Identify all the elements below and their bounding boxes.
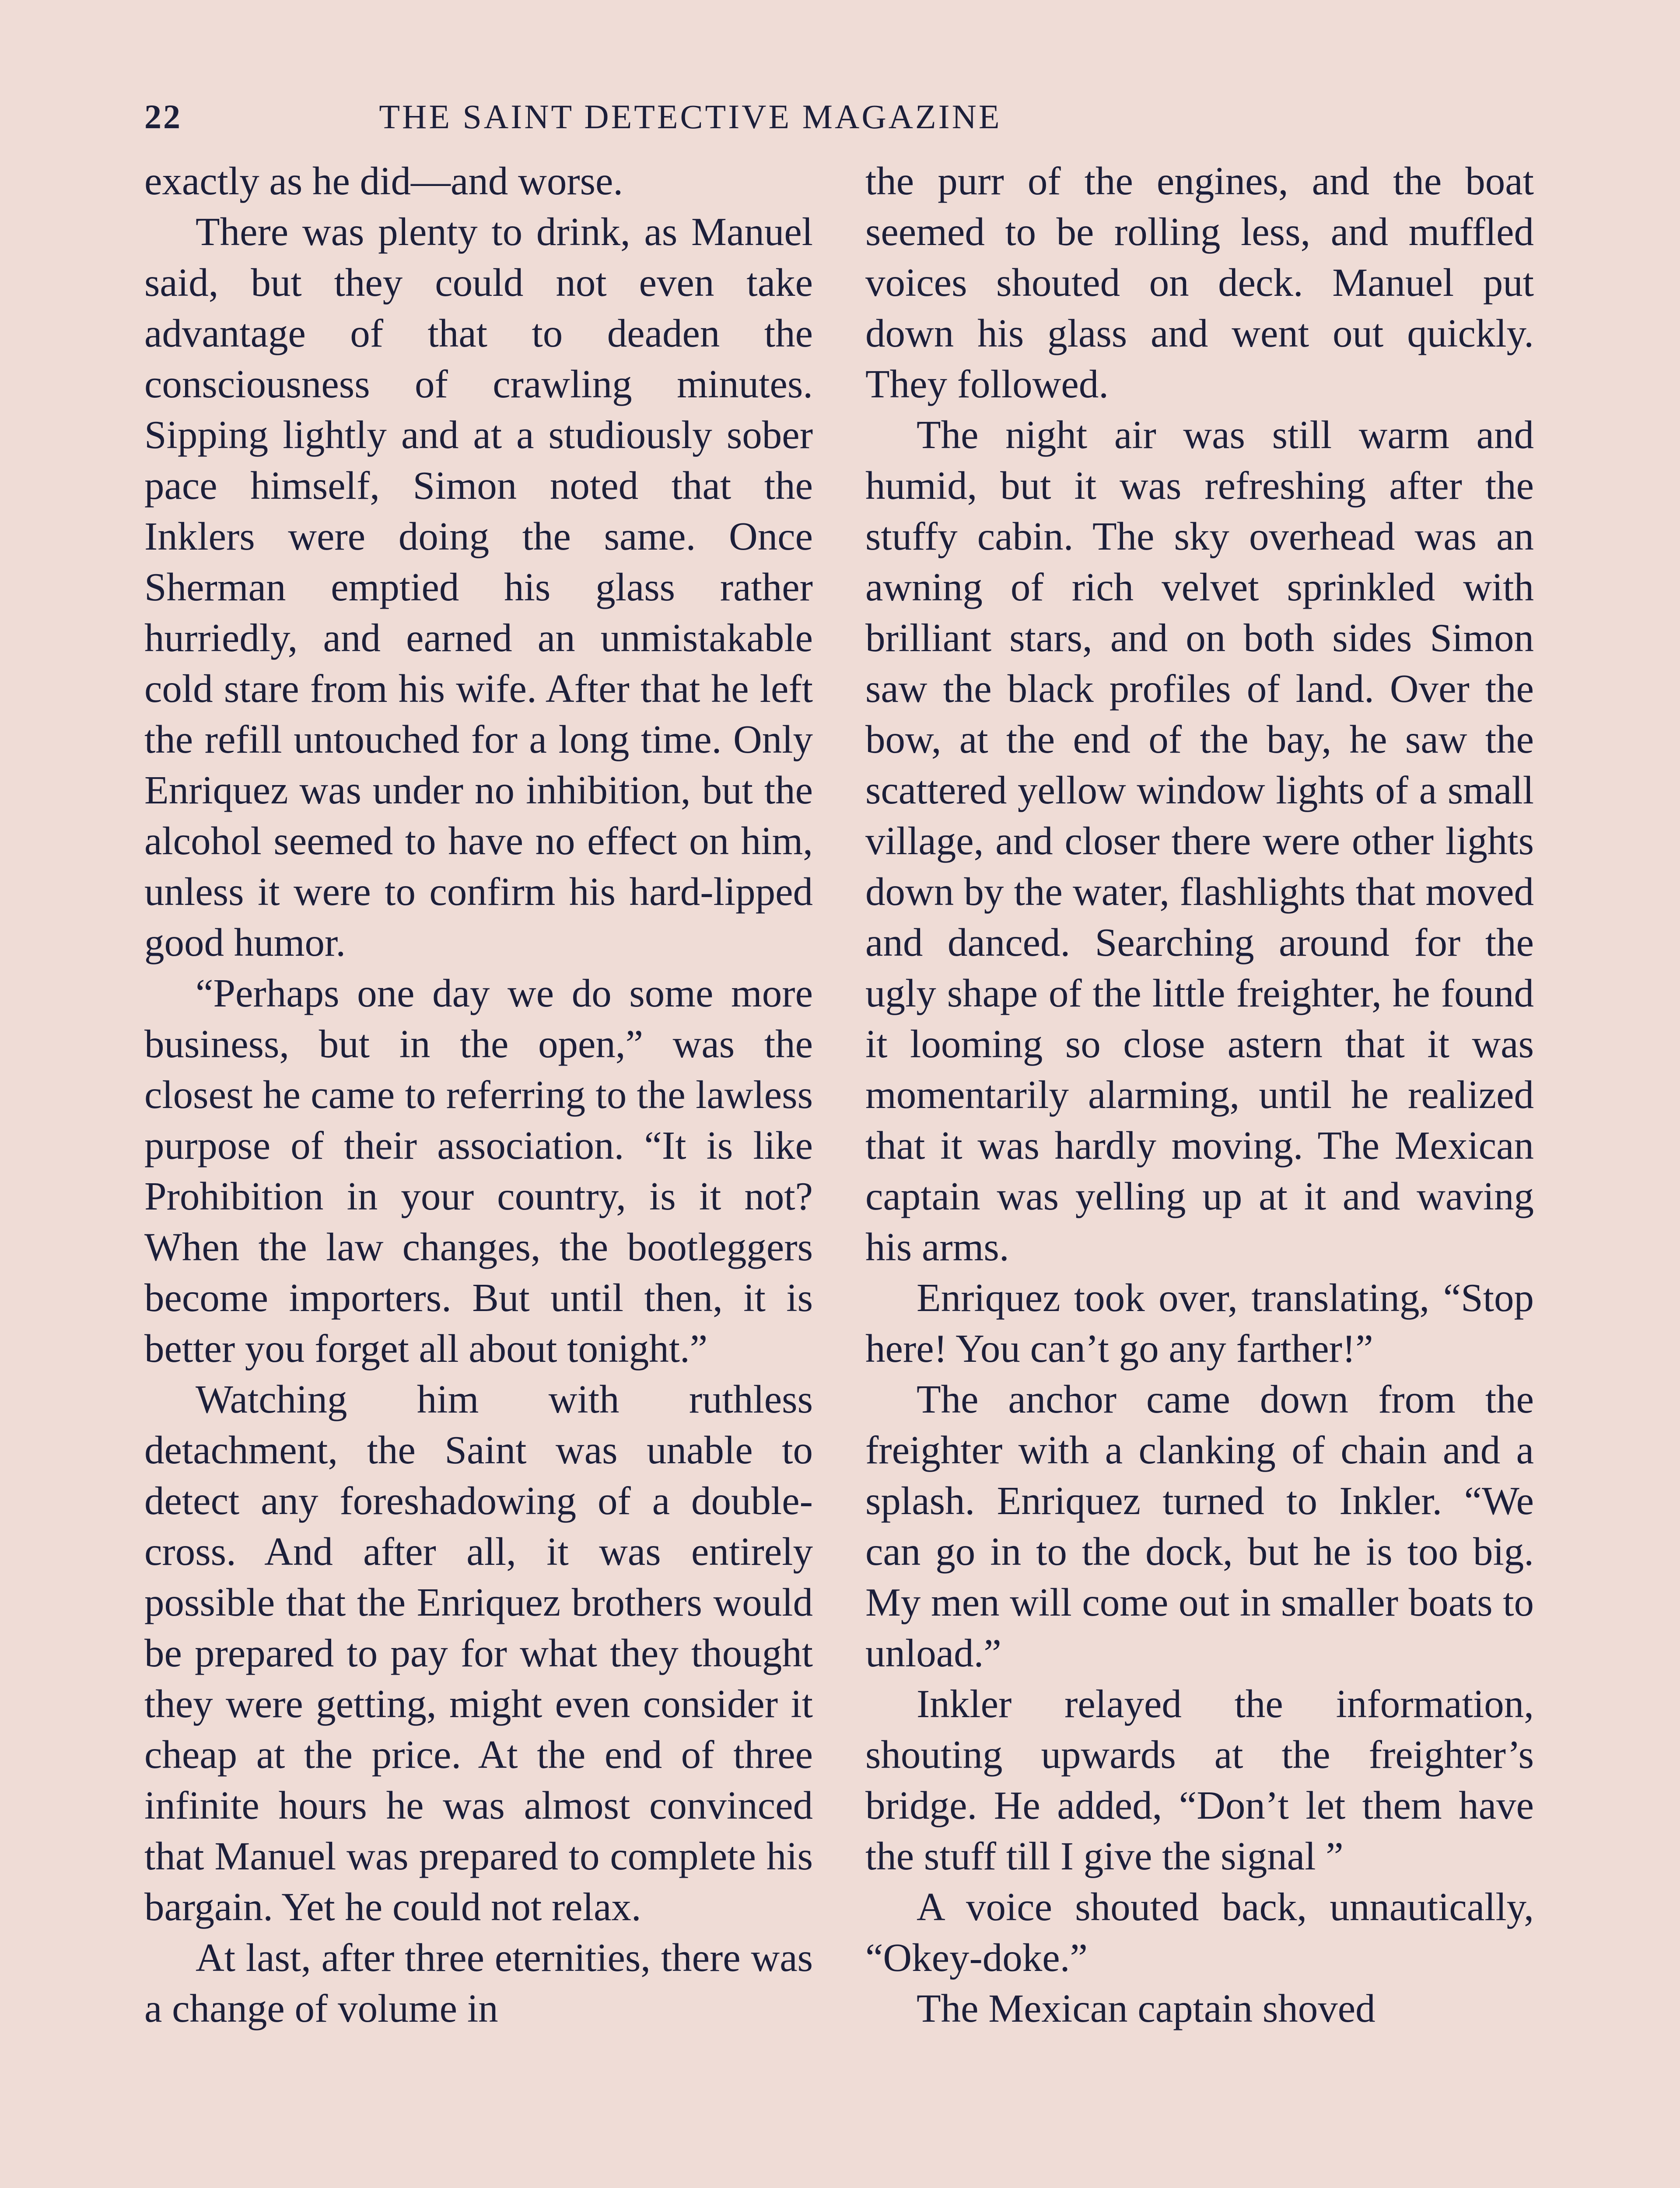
paragraph: exactly as he did—and worse. bbox=[144, 159, 623, 203]
running-title: THE SAINT DETECTIVE MAGAZINE bbox=[379, 98, 1002, 136]
paragraph: The Mexican captain shoved bbox=[917, 1986, 1376, 2030]
paragraph: There was plenty to drink, as Manuel said, but they could not even take advantage of that to deaden the consciousness of crawling minutes. Sipping lightly and at a studiously sober pace himself, Simon noted that the Inklers were doing the same. Once Sherman emptied his glass rather hurriedly, and earned an unmistakable cold stare from his wife. After that he left the refill untouched for a long time. Only Enriquez was under no inhibition, but the alcohol seemed to have no effect on him, unless it were to confirm his hard-lipped good humor. bbox=[144, 210, 813, 964]
paragraph: Inkler relayed the information, shouting upwards at the freighter’s bridge. He added, “Don’t let them have the stuff till I give the signal ” bbox=[865, 1682, 1534, 1878]
paragraph: A voice shouted back, unnautically, “Okey-doke.” bbox=[865, 1885, 1534, 1980]
right-column bbox=[865, 156, 1534, 2034]
paragraph: Watching him with ruthless detachment, the Saint was unable to detect any foreshadowing of a double-cross. And after all, it was entirely possible that the Enriquez brothers would be prepared to pay for what they thought they were getting, might even consider it cheap at the price. At the end of three infinite hours he was almost convinced that Manuel was prepared to complete his bargain. Yet he could not relax. bbox=[144, 1377, 813, 1929]
left-column bbox=[144, 156, 813, 2034]
paragraph: Enriquez took over, translating, “Stop here! You can’t go any farther!” bbox=[865, 1276, 1534, 1371]
page-header bbox=[144, 97, 1236, 150]
paragraph: the purr of the engines, and the boat seemed to be rolling less, and muffled voices shouted on deck. Manuel put down his glass and went out quickly. They followed. bbox=[865, 159, 1534, 406]
paragraph: The anchor came down from the freighter with a clanking of chain and a splash. Enriquez turned to Inkler. “We can go in to the dock, but he is too big. My men will come out in smaller boats to unload.” bbox=[865, 1377, 1534, 1675]
page-number: 22 bbox=[144, 98, 182, 136]
paragraph: The night air was still warm and humid, but it was refreshing after the stuffy cabin. The sky overhead was an awning of rich velvet sprinkled with brilliant stars, and on both sides Simon saw the black profiles of land. Over the bow, at the end of the bay, he saw the scattered yellow window lights of a small village, and closer there were other lights down by the water, flashlights that moved and danced. Searching around for the ugly shape of the little freighter, he found it looming so close astern that it was momentarily alarming, until he realized that it was hardly moving. The Mexican captain was yelling up at it and waving his arms. bbox=[865, 413, 1534, 1269]
paragraph: At last, after three eternities, there was a change of volume in bbox=[144, 1936, 813, 2030]
paragraph: “Perhaps one day we do some more business, but in the open,” was the closest he came to referring to the lawless purpose of their association. “It is like Prohibition in your country, is it not? When the law changes, the bootleggers become importers. But until then, it is better you forget all about tonight.” bbox=[144, 971, 813, 1371]
